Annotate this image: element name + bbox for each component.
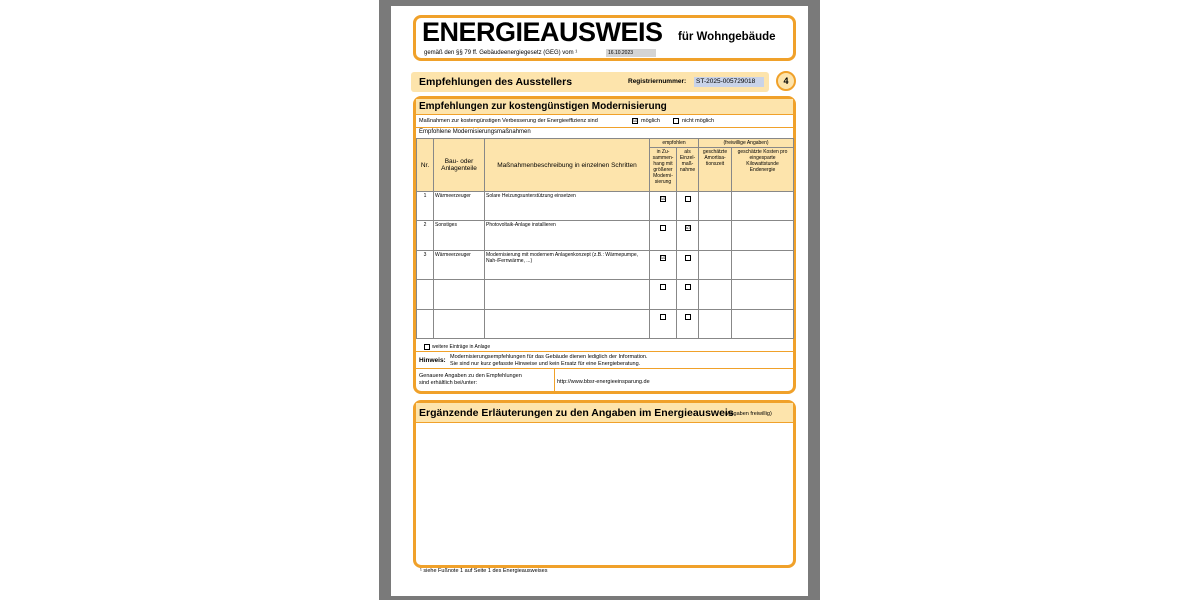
row-part: Wärmeerzeuger — [434, 192, 485, 221]
legal-basis-text: gemäß den §§ 79 ff. Gebäudeenergiegesetz (GEG) vom ¹ — [424, 50, 578, 56]
row-cost — [732, 221, 794, 250]
possible-label: möglich — [641, 118, 660, 124]
row-nr: 2 — [417, 221, 434, 250]
measures-statement: Maßnahmen zur kostengünstigen Verbesserung der Energieeffizienz sind — [419, 118, 598, 124]
row-description — [485, 309, 650, 338]
recommended-measures-title: Empfohlene Modernisierungsmaßnahmen — [419, 129, 531, 135]
explanations-title-band — [416, 403, 793, 423]
row-nr: 1 — [417, 192, 434, 221]
section-title: Empfehlungen des Ausstellers — [419, 76, 573, 88]
section-header-bar — [411, 72, 769, 92]
row-payback — [699, 192, 732, 221]
notice-row — [416, 351, 793, 369]
row-nr — [417, 280, 434, 309]
notice-line-2: Sie sind nur kurz gefasste Hinweise und kein Ersatz für eine Energieberatung. — [450, 361, 641, 367]
not-possible-label: nicht möglich — [682, 118, 715, 124]
col-header-combined: in Zu-sammen-hang mit größerer Moderni-sierung — [650, 148, 677, 192]
single-checkbox[interactable] — [685, 314, 691, 320]
row-part — [434, 309, 485, 338]
row-description: Photovoltaik-Anlage installieren — [485, 221, 650, 250]
col-header-part: Bau- oder Anlagenteile — [434, 139, 485, 192]
col-header-payback: geschätzte Amortisa-tionszeit — [699, 148, 732, 192]
possible-checkbox[interactable]: ☑ — [633, 118, 638, 124]
row-description: Modernisierung mit modernem Anlagenkonzept (z.B.: Wärmepumpe, Nah-/Fernwärme, ...) — [485, 250, 650, 279]
divider — [416, 127, 793, 128]
recommendations-table — [416, 138, 794, 339]
modernization-title-band — [416, 99, 793, 115]
row-part — [434, 280, 485, 309]
more-entries-row — [416, 342, 793, 351]
col-header-recommended: empfohlen — [650, 139, 699, 148]
divider — [554, 369, 555, 391]
single-checkbox[interactable]: ☑ — [685, 225, 690, 232]
row-cost — [732, 192, 794, 221]
certificate-header — [413, 15, 796, 61]
table-row — [417, 250, 794, 279]
document-page — [391, 6, 808, 596]
registration-number-field: ST-2025-005729018 — [694, 77, 764, 87]
page-number-badge: 4 — [776, 71, 796, 91]
law-date-field: 16.10.2023 — [606, 49, 656, 57]
details-label — [419, 373, 522, 387]
col-header-single: als Einzel-maß-nahme — [677, 148, 699, 192]
modernization-title: Empfehlungen zur kostengünstigen Modernisierung — [419, 101, 667, 112]
combined-checkbox[interactable] — [660, 225, 666, 231]
explanations-box — [413, 400, 796, 568]
notice-label: Hinweis: — [419, 357, 446, 364]
row-payback — [699, 221, 732, 250]
details-line-2: sind erhältlich bei/unter: — [419, 380, 478, 386]
col-header-cost: geschätzte Kosten pro eingesparte Kilowattstunde Endenergie — [732, 148, 794, 192]
row-part: Sonstiges — [434, 221, 485, 250]
row-cost — [732, 309, 794, 338]
notice-text — [450, 354, 648, 368]
col-header-optional: (freiwillige Angaben) — [699, 139, 794, 148]
combined-checkbox[interactable] — [660, 314, 666, 320]
certificate-title: ENERGIEAUSWEIS — [422, 17, 663, 47]
combined-checkbox[interactable]: ☑ — [661, 254, 666, 261]
single-checkbox[interactable] — [685, 284, 691, 290]
not-possible-checkbox[interactable] — [673, 118, 679, 124]
row-cost — [732, 280, 794, 309]
more-entries-checkbox[interactable] — [424, 344, 430, 350]
col-header-nr: Nr. — [417, 139, 434, 192]
details-url[interactable]: http://www.bbsr-energieeinsparung.de — [557, 379, 650, 385]
row-description — [485, 280, 650, 309]
row-payback — [699, 280, 732, 309]
row-payback — [699, 309, 732, 338]
col-header-description: Maßnahmenbeschreibung in einzelnen Schritten — [485, 139, 650, 192]
row-nr: 3 — [417, 250, 434, 279]
combined-checkbox[interactable]: ☑ — [661, 196, 666, 202]
modernization-box — [413, 96, 796, 394]
row-cost — [732, 250, 794, 279]
more-entries-label: weitere Einträge in Anlage — [432, 344, 491, 350]
table-row — [417, 280, 794, 309]
row-payback — [699, 250, 732, 279]
table-row — [417, 309, 794, 338]
table-row — [417, 221, 794, 250]
notice-line-1: Modernisierungsempfehlungen für das Gebäude dienen lediglich der Information. — [450, 354, 648, 360]
explanations-title: Ergänzende Erläuterungen zu den Angaben im Energieausweis — [419, 407, 734, 419]
single-checkbox[interactable] — [685, 196, 691, 202]
explanations-note: (Angaben freiwillig) — [725, 411, 772, 417]
footnote: ¹ siehe Fußnote 1 auf Seite 1 des Energieausweises — [420, 568, 548, 574]
row-part: Wärmeerzeuger — [434, 250, 485, 279]
single-checkbox[interactable] — [685, 255, 691, 261]
row-description: Solare Heizungsunterstützung einsetzen — [485, 192, 650, 221]
combined-checkbox[interactable] — [660, 284, 666, 290]
certificate-subtitle: für Wohngebäude — [678, 31, 776, 43]
registration-number-label: Registriernummer: — [628, 78, 687, 85]
table-row — [417, 192, 794, 221]
details-line-1: Genauere Angaben zu den Empfehlungen — [419, 373, 522, 379]
row-nr — [417, 309, 434, 338]
